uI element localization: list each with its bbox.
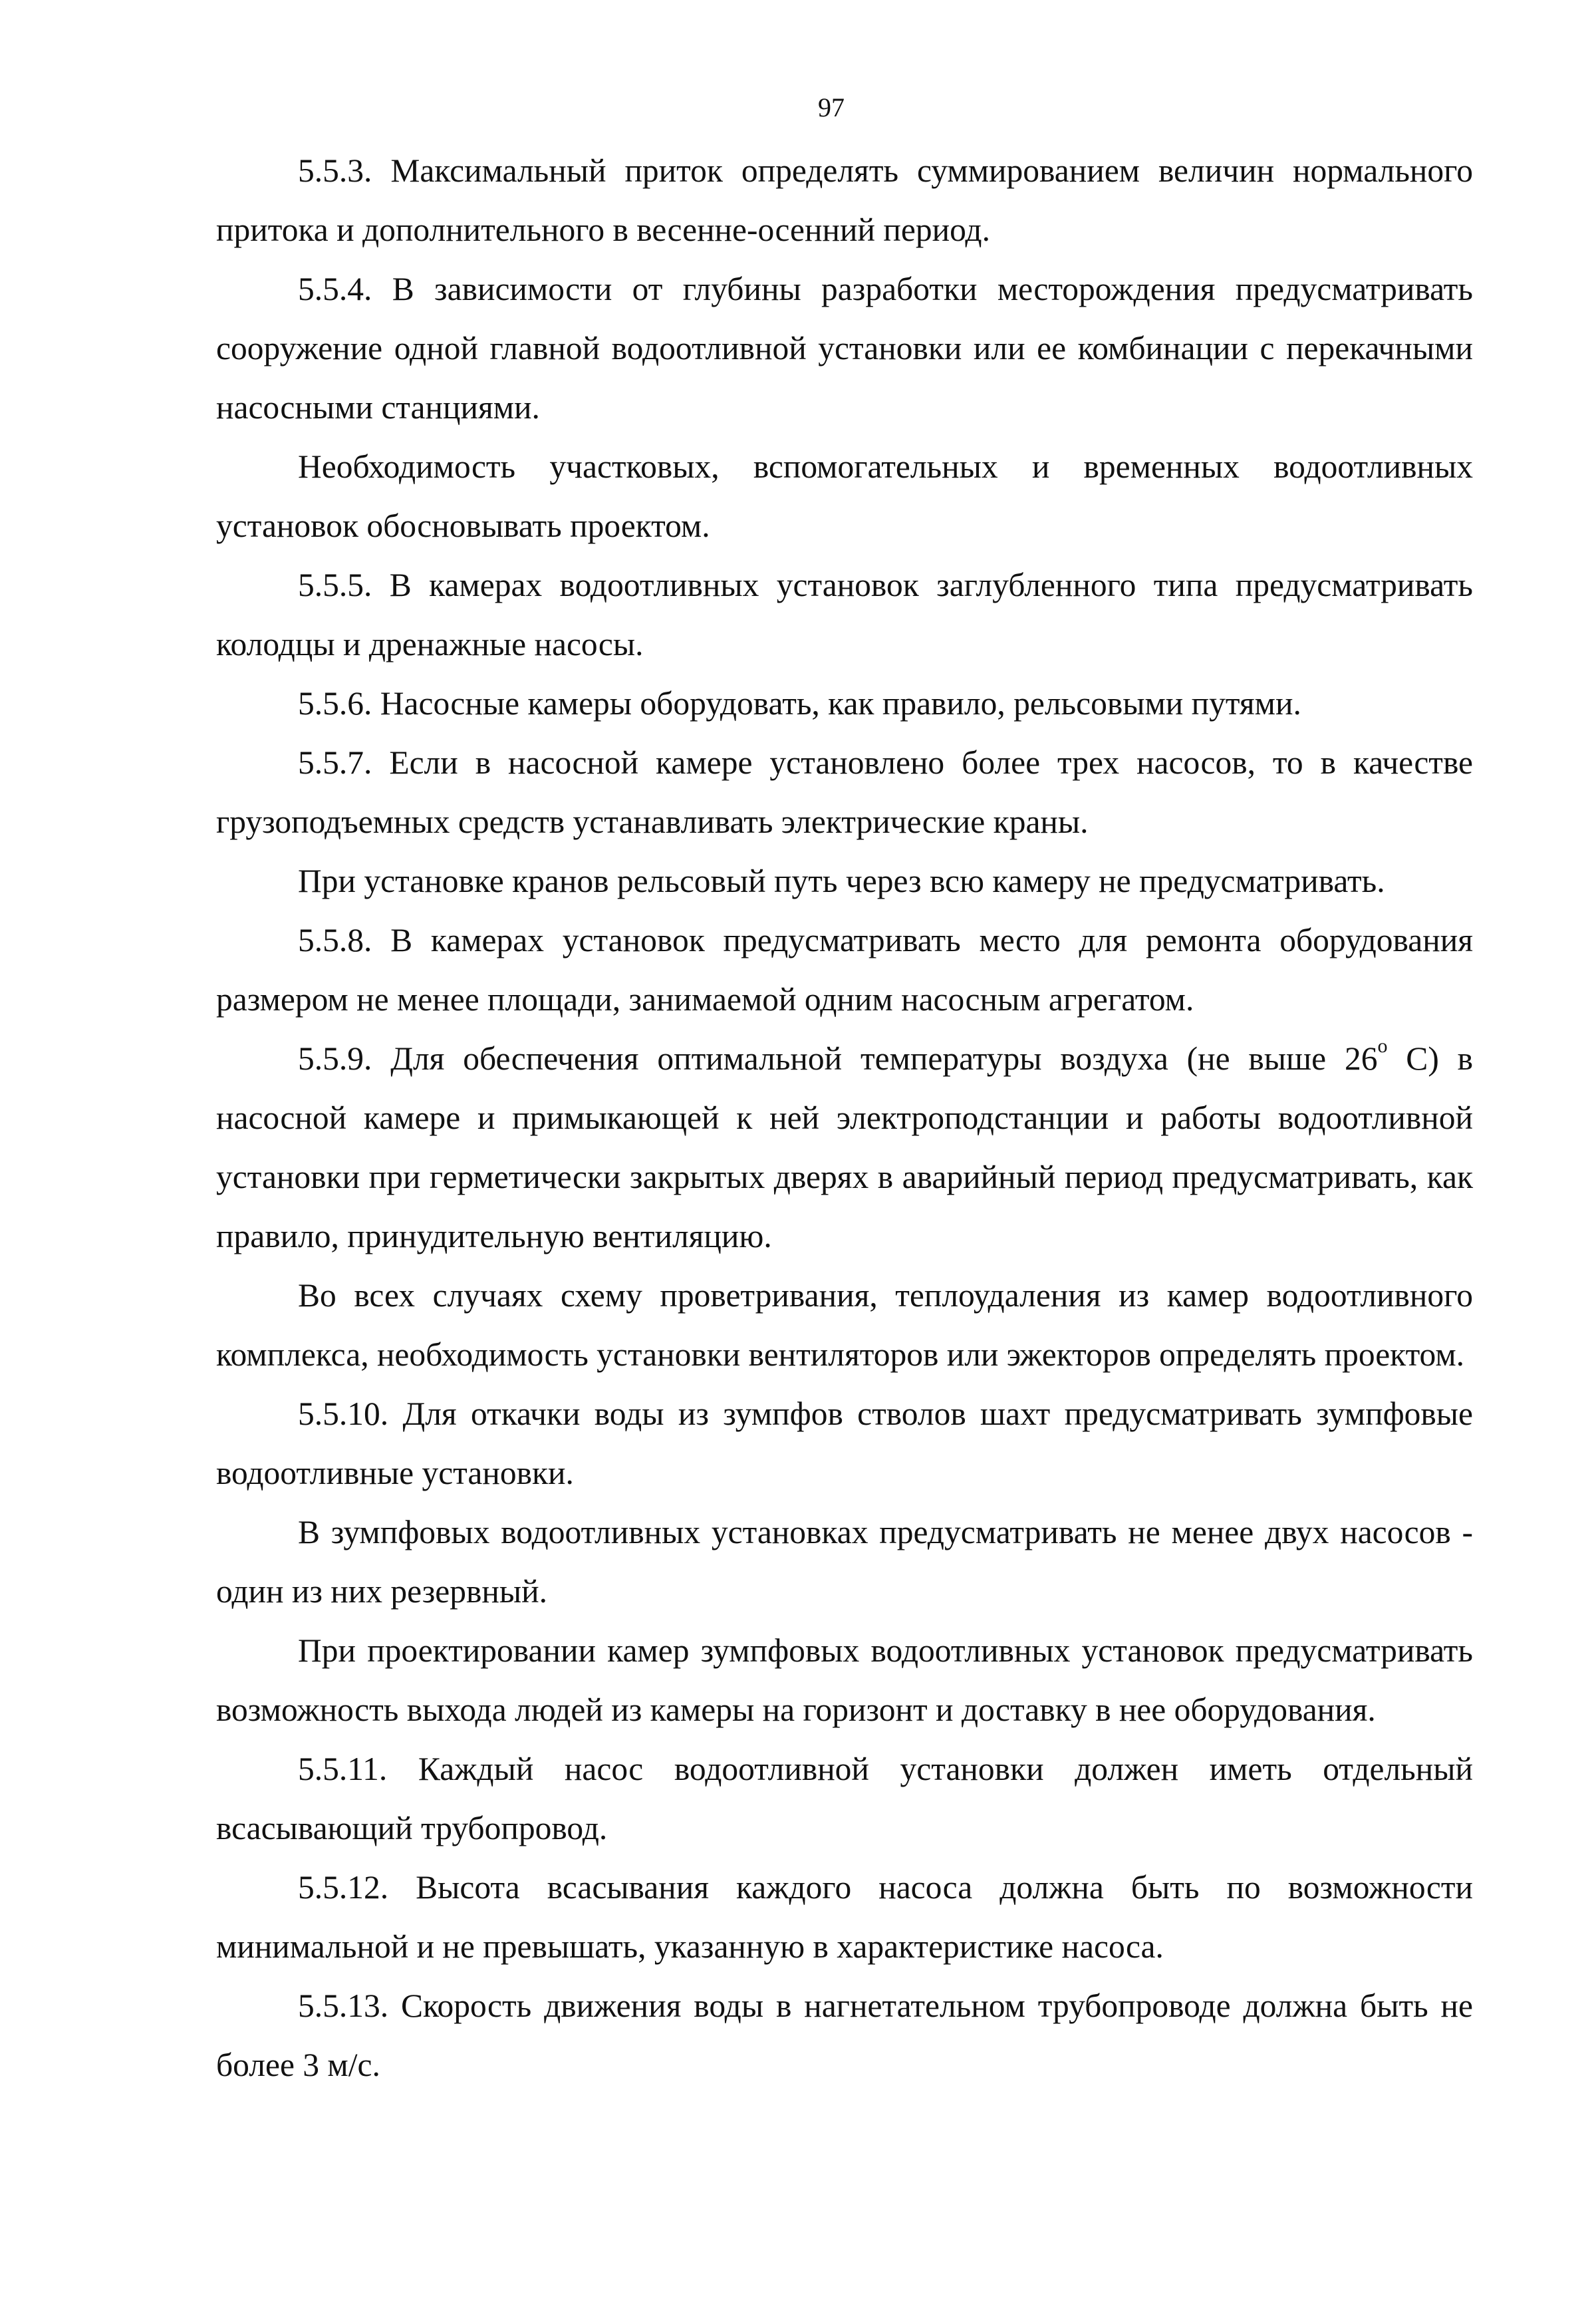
clause-5-5-8: 5.5.8. В камерах установок предусматривать место для ремонта оборудования размером не менее площади, занимаемой одним насосным агрегатом.	[216, 922, 1473, 1018]
clause-5-5-9-text-before: 5.5.9. Для обеспечения оптимальной температуры воздуха (не выше 26	[298, 1040, 1378, 1077]
clause-5-5-9-note: Во всех случаях схему проветривания, теплоудаления из камер водоотливного комплекса, необходимость установки вентиляторов или эжекторов определять проектом.	[216, 1277, 1473, 1373]
clause-5-5-12: 5.5.12. Высота всасывания каждого насоса должна быть по возможности минимальной и не превышать, указанную в характеристике насоса.	[216, 1869, 1473, 1965]
page-number: 97	[818, 92, 845, 122]
clause-5-5-7-note: При установке кранов рельсовый путь через всю камеру не предусматривать.	[298, 863, 1385, 899]
clause-5-5-4: 5.5.4. В зависимости от глубины разработки месторождения предусматривать сооружение одной главной водоотливной установки или ее комбинации с перекачными насосными станциями.	[216, 271, 1473, 426]
clause-5-5-11: 5.5.11. Каждый насос водоотливной установки должен иметь отдельный всасывающий трубопровод.	[216, 1751, 1473, 1846]
clause-5-5-10-note-2: При проектировании камер зумпфовых водоотливных установок предусматривать возможность выхода людей из камеры на горизонт и доставку в нее оборудования.	[216, 1632, 1473, 1728]
clause-5-5-10-note-1: В зумпфовых водоотливных установках предусматривать не менее двух насосов - один из них резервный.	[216, 1514, 1473, 1610]
clause-5-5-7: 5.5.7. Если в насосной камере установлено более трех насосов, то в качестве грузоподъемных средств устанавливать электрические краны.	[216, 744, 1473, 840]
clause-5-5-13: 5.5.13. Скорость движения воды в нагнетательном трубопроводе должна быть не более 3 м/с.	[216, 1987, 1473, 2083]
degree-superscript: o	[1377, 1035, 1388, 1057]
clause-5-5-9-text-after: С) в насосной камере и примыкающей к ней электроподстанции и работы водоотливной установки при герметически закрытых дверях в аварийный период предусматривать, как правило, принудительную вентиляцию.	[216, 1040, 1473, 1254]
clause-5-5-5: 5.5.5. В камерах водоотливных установок заглубленного типа предусматривать колодцы и дренажные насосы.	[216, 567, 1473, 662]
document-body	[216, 141, 1473, 2095]
clause-5-5-4-note: Необходимость участковых, вспомогательных и временных водоотливных установок обосновывать проектом.	[216, 448, 1473, 544]
clause-5-5-10: 5.5.10. Для откачки воды из зумпфов стволов шахт предусматривать зумпфовые водоотливные установки.	[216, 1395, 1473, 1491]
clause-5-5-6: 5.5.6. Насосные камеры оборудовать, как правило, рельсовыми путями.	[298, 685, 1301, 722]
clause-5-5-3: 5.5.3. Максимальный приток определять суммированием величин нормального притока и дополнительного в весенне-осенний период.	[216, 152, 1473, 248]
clause-5-5-9	[216, 1029, 1473, 1266]
